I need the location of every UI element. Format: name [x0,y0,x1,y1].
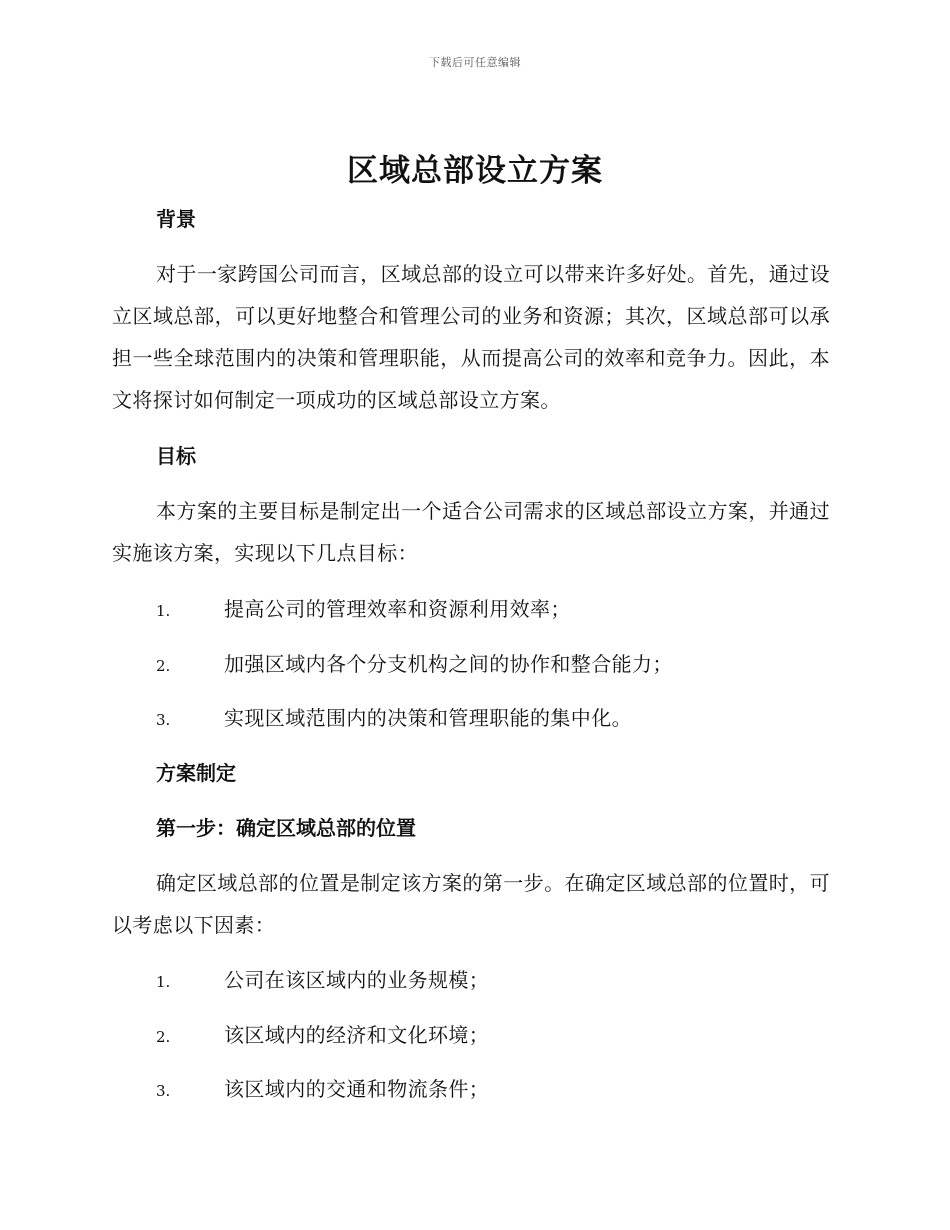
step1-list-item [156,1068,830,1112]
list-number: 3. [156,711,171,729]
step1-heading: 第一步：确定区域总部的位置 [156,816,416,840]
list-text: 公司在该区域内的业务规模； [224,968,490,992]
section-heading-background: 背景 [156,207,196,231]
list-text: 该区域内的经济和文化环境； [224,1023,490,1047]
list-text: 该区域内的交通和物流条件； [224,1077,490,1101]
list-number: 1. [156,602,171,620]
goals-paragraph: 本方案的主要目标是制定出一个适合公司需求的区域总部设立方案，并通过实施该方案，实现以下几点目标： [112,499,830,565]
header-note: 下载后可任意编辑 [429,56,521,69]
section-heading-plan: 方案制定 [156,761,236,785]
list-number: 2. [156,657,171,675]
list-text: 加强区域内各个分支机构之间的协作和整合能力； [224,652,673,676]
goals-list-item [156,697,830,741]
list-text: 提高公司的管理效率和资源利用效率； [224,597,571,621]
section-heading-goals: 目标 [156,444,196,468]
goals-list-item [156,588,830,632]
step1-list-item [156,1014,830,1058]
list-number: 1. [156,973,171,991]
goals-list-item [156,643,830,687]
background-paragraph: 对于一家跨国公司而言，区域总部的设立可以带来许多好处。首先，通过设立区域总部，可以更好地整合和管理公司的业务和资源；其次，区域总部可以承担一些全球范围内的决策和管理职能，从而提高公司的效率和竞争力。因此，本文将探讨如何制定一项成功的区域总部设立方案。 [112,262,830,412]
step1-list-item [156,959,830,1003]
step1-paragraph: 确定区域总部的位置是制定该方案的第一步。在确定区域总部的位置时，可以考虑以下因素： [112,871,830,937]
list-number: 2. [156,1028,171,1046]
list-number: 3. [156,1082,171,1100]
document-title: 区域总部设立方案 [347,153,603,189]
list-text: 实现区域范围内的决策和管理职能的集中化。 [224,706,632,730]
